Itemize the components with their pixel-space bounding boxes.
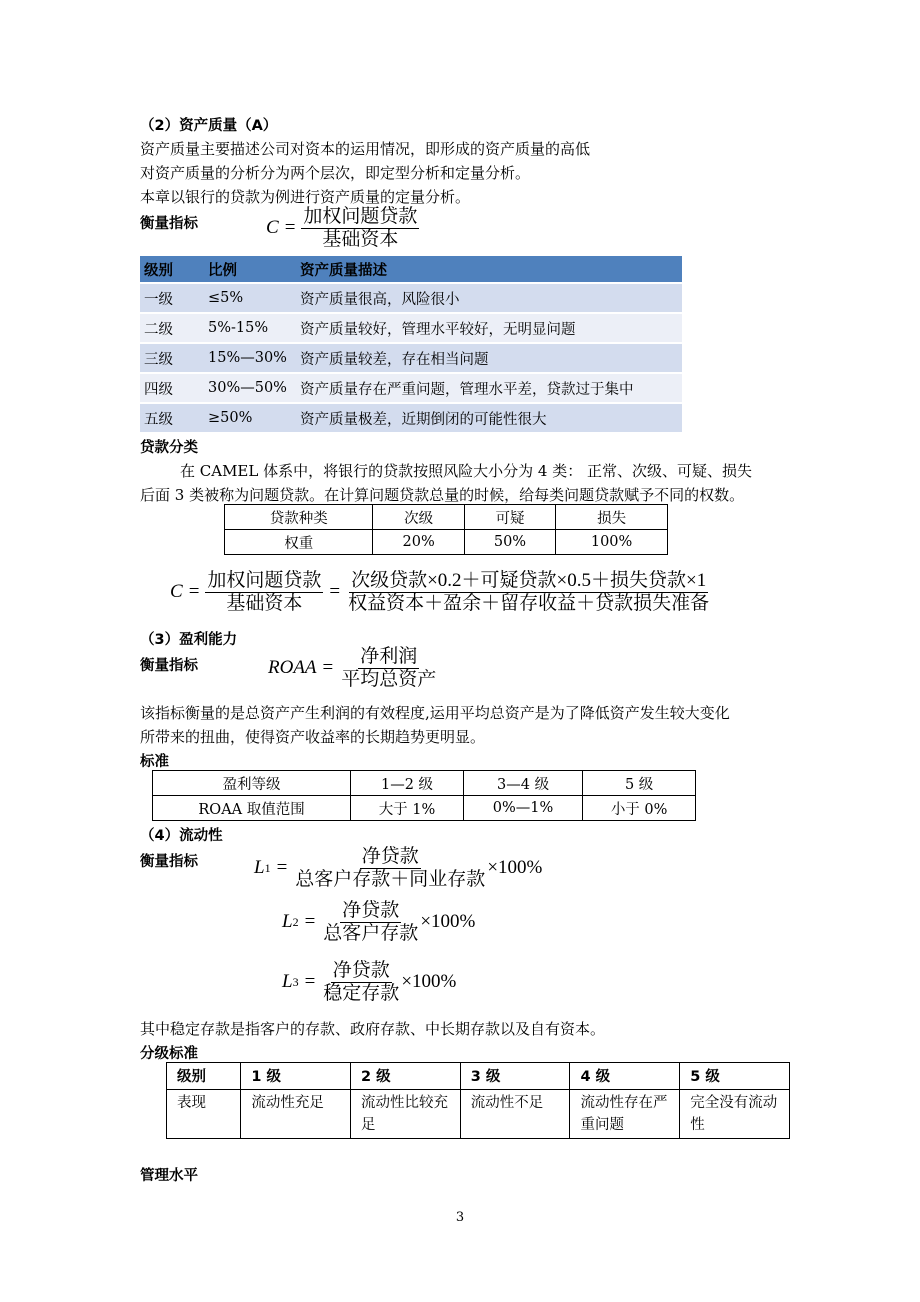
roaa-standard-table <box>152 770 696 821</box>
loan-class-para-1: 在 CAMEL 体系中，将银行的贷款按照风险大小分为 4 类： 正常、次级、可疑、损失 <box>180 462 752 480</box>
formula-subscript: 1 <box>264 860 271 875</box>
cell-grade-4: 流动性存在严重问题 <box>570 1090 680 1139</box>
formula-weighted-loans <box>170 570 711 615</box>
formula-l1 <box>254 846 542 891</box>
formula-denominator: 总客户存款＋同业存款 <box>295 868 486 890</box>
formula-eq: = <box>329 581 341 603</box>
cell-doubtful: 可疑 <box>464 505 555 530</box>
cell-description: 资产质量极差，近期倒闭的可能性很大 <box>296 403 682 433</box>
cell-loan-type-label: 贷款种类 <box>225 505 373 530</box>
table-row <box>225 505 668 530</box>
formula-subscript: 2 <box>292 914 299 929</box>
header-cell-description: 资产质量描述 <box>296 256 682 283</box>
grade-standard-label: 分级标准 <box>140 1046 198 1062</box>
formula-lhs: C <box>266 217 279 239</box>
header-cell-ratio: 比例 <box>204 256 296 283</box>
cell-ratio: ≥50% <box>204 403 296 433</box>
formula-lhs: C <box>170 581 183 603</box>
formula-fraction <box>321 960 401 1005</box>
asset-quality-table <box>140 256 682 434</box>
table-row <box>140 373 682 403</box>
formula-numerator: 净贷款 <box>361 846 419 867</box>
formula-eq: = <box>188 581 200 603</box>
header-cell-grade-2: 2 级 <box>351 1063 461 1090</box>
cell-level: 五级 <box>140 403 204 433</box>
asset-quality-line-3: 本章以银行的贷款为例进行资产质量的定量分析。 <box>140 188 471 206</box>
liquidity-note: 其中稳定存款是指客户的存款、政府存款、中长期存款以及自有资本。 <box>140 1020 606 1038</box>
formula-denominator: 平均总资产 <box>341 668 437 690</box>
cell-weight-doubtful: 50% <box>464 530 555 555</box>
cell-grade-5: 5 级 <box>583 771 696 796</box>
table-row <box>153 796 696 821</box>
header-cell-grade-3: 3 级 <box>460 1063 570 1090</box>
cell-level: 一级 <box>140 283 204 313</box>
formula-l3 <box>282 960 456 1005</box>
cell-description: 资产质量较差，存在相当问题 <box>296 343 682 373</box>
formula-tail: ×100% <box>401 971 457 993</box>
cell-profit-grade-label: 盈利等级 <box>153 771 351 796</box>
table-row <box>167 1090 790 1139</box>
table-header-row <box>167 1063 790 1090</box>
liquidity-grade-table <box>166 1062 790 1139</box>
table-row <box>140 403 682 433</box>
cell-loss: 损失 <box>556 505 668 530</box>
profit-line-2: 所带来的扭曲，使得资产收益率的长期趋势更明显。 <box>140 728 486 746</box>
profit-line-1: 该指标衡量的是总资产产生利润的有效程度,运用平均总资产是为了降低资产发生较大变化 <box>140 704 730 722</box>
formula-fraction <box>301 206 419 251</box>
table-row <box>225 530 668 555</box>
formula-subscript: 3 <box>292 974 299 989</box>
formula-numerator: 净贷款 <box>342 900 400 921</box>
cell-grade-5: 完全没有流动性 <box>680 1090 790 1139</box>
formula-numerator: 净贷款 <box>332 960 390 981</box>
cell-grade-3: 流动性不足 <box>460 1090 570 1139</box>
section-heading-profit: （3）盈利能力 <box>140 632 238 648</box>
cell-grade-3-4: 3—4 级 <box>463 771 582 796</box>
cell-range-high: 大于 1% <box>351 796 464 821</box>
cell-grade-2: 流动性比较充足 <box>351 1090 461 1139</box>
cell-description: 资产质量存在严重问题，管理水平差，贷款过于集中 <box>296 373 682 403</box>
measure-label-profit: 衡量指标 <box>140 658 198 674</box>
section-heading-asset-quality: （2）资产质量（A） <box>140 118 278 134</box>
cell-weight-loss: 100% <box>556 530 668 555</box>
formula-lhs: ROAA <box>268 657 317 679</box>
formula-eq: = <box>304 971 316 993</box>
header-cell-grade-1: 1 级 <box>241 1063 351 1090</box>
cell-level: 三级 <box>140 343 204 373</box>
cell-ratio: 5%-15% <box>204 313 296 343</box>
cell-description: 资产质量很高，风险很小 <box>296 283 682 313</box>
formula-numerator: 加权问题贷款 <box>207 570 322 591</box>
formula-eq: = <box>322 657 334 679</box>
header-cell-grade-4: 4 级 <box>570 1063 680 1090</box>
formula-fraction <box>321 900 420 945</box>
formula-lhs: L <box>254 857 265 879</box>
formula-eq: = <box>276 857 288 879</box>
loan-class-para-2: 后面 3 类被称为问题贷款。在计算问题贷款总量的时候，给每类问题贷款赋予不同的权数。 <box>140 486 745 504</box>
cell-grade-1: 流动性充足 <box>241 1090 351 1139</box>
asset-quality-line-2: 对资产质量的分析分为两个层次，即定型分析和定量分析。 <box>140 164 531 182</box>
cell-range-low: 小于 0% <box>583 796 696 821</box>
table-row <box>153 771 696 796</box>
cell-description: 资产质量较好，管理水平较好，无明显问题 <box>296 313 682 343</box>
cell-level: 四级 <box>140 373 204 403</box>
table-row <box>140 343 682 373</box>
cell-weight-label: 权重 <box>225 530 373 555</box>
measure-label-liquidity: 衡量指标 <box>140 854 198 870</box>
table-row <box>140 283 682 313</box>
cell-ratio: ≤5% <box>204 283 296 313</box>
formula-tail: ×100% <box>420 911 476 933</box>
formula-fraction <box>293 846 487 891</box>
formula-asset-quality <box>266 206 419 251</box>
table-header-row <box>140 256 682 283</box>
formula-lhs: L <box>282 971 293 993</box>
formula-tail: ×100% <box>487 857 543 879</box>
formula-denominator: 基础资本 <box>322 228 399 250</box>
section-heading-liquidity: （4）流动性 <box>140 828 223 844</box>
header-cell-level: 级别 <box>140 256 204 283</box>
formula-fraction <box>339 646 438 691</box>
formula-fraction <box>205 570 323 615</box>
cell-grade-1-2: 1—2 级 <box>351 771 464 796</box>
loan-weight-table <box>224 504 668 555</box>
header-cell-grade-5: 5 级 <box>680 1063 790 1090</box>
formula-denominator: 基础资本 <box>226 592 303 614</box>
formula-numerator: 次级贷款×0.2＋可疑贷款×0.5＋损失贷款×1 <box>351 570 707 591</box>
standard-label: 标准 <box>140 754 169 770</box>
section-heading-management: 管理水平 <box>140 1168 198 1184</box>
cell-ratio: 15%—30% <box>204 343 296 373</box>
page-number: 3 <box>455 1210 465 1225</box>
formula-eq: = <box>304 911 316 933</box>
measure-label-asset: 衡量指标 <box>140 216 198 232</box>
cell-ratio: 30%—50% <box>204 373 296 403</box>
cell-performance-label: 表现 <box>167 1090 241 1139</box>
formula-eq: = <box>284 217 296 239</box>
header-cell-level: 级别 <box>167 1063 241 1090</box>
cell-range-mid: 0%—1% <box>463 796 582 821</box>
cell-level: 二级 <box>140 313 204 343</box>
cell-roaa-range-label: ROAA 取值范围 <box>153 796 351 821</box>
cell-weight-substandard: 20% <box>373 530 464 555</box>
formula-denominator: 稳定存款 <box>323 982 400 1004</box>
table-row <box>140 313 682 343</box>
formula-lhs: L <box>282 911 293 933</box>
formula-denominator: 总客户存款 <box>323 922 419 944</box>
formula-numerator: 加权问题贷款 <box>303 206 418 227</box>
section-heading-loan-class: 贷款分类 <box>140 440 198 456</box>
formula-numerator: 净利润 <box>360 646 418 667</box>
formula-l2 <box>282 900 475 945</box>
asset-quality-line-1: 资产质量主要描述公司对资本的运用情况，即形成的资产质量的高低 <box>140 140 591 158</box>
cell-substandard: 次级 <box>373 505 464 530</box>
formula-fraction <box>346 570 711 615</box>
formula-roaa <box>268 646 438 691</box>
formula-denominator: 权益资本＋盈余＋留存收益＋贷款损失准备 <box>348 592 710 614</box>
